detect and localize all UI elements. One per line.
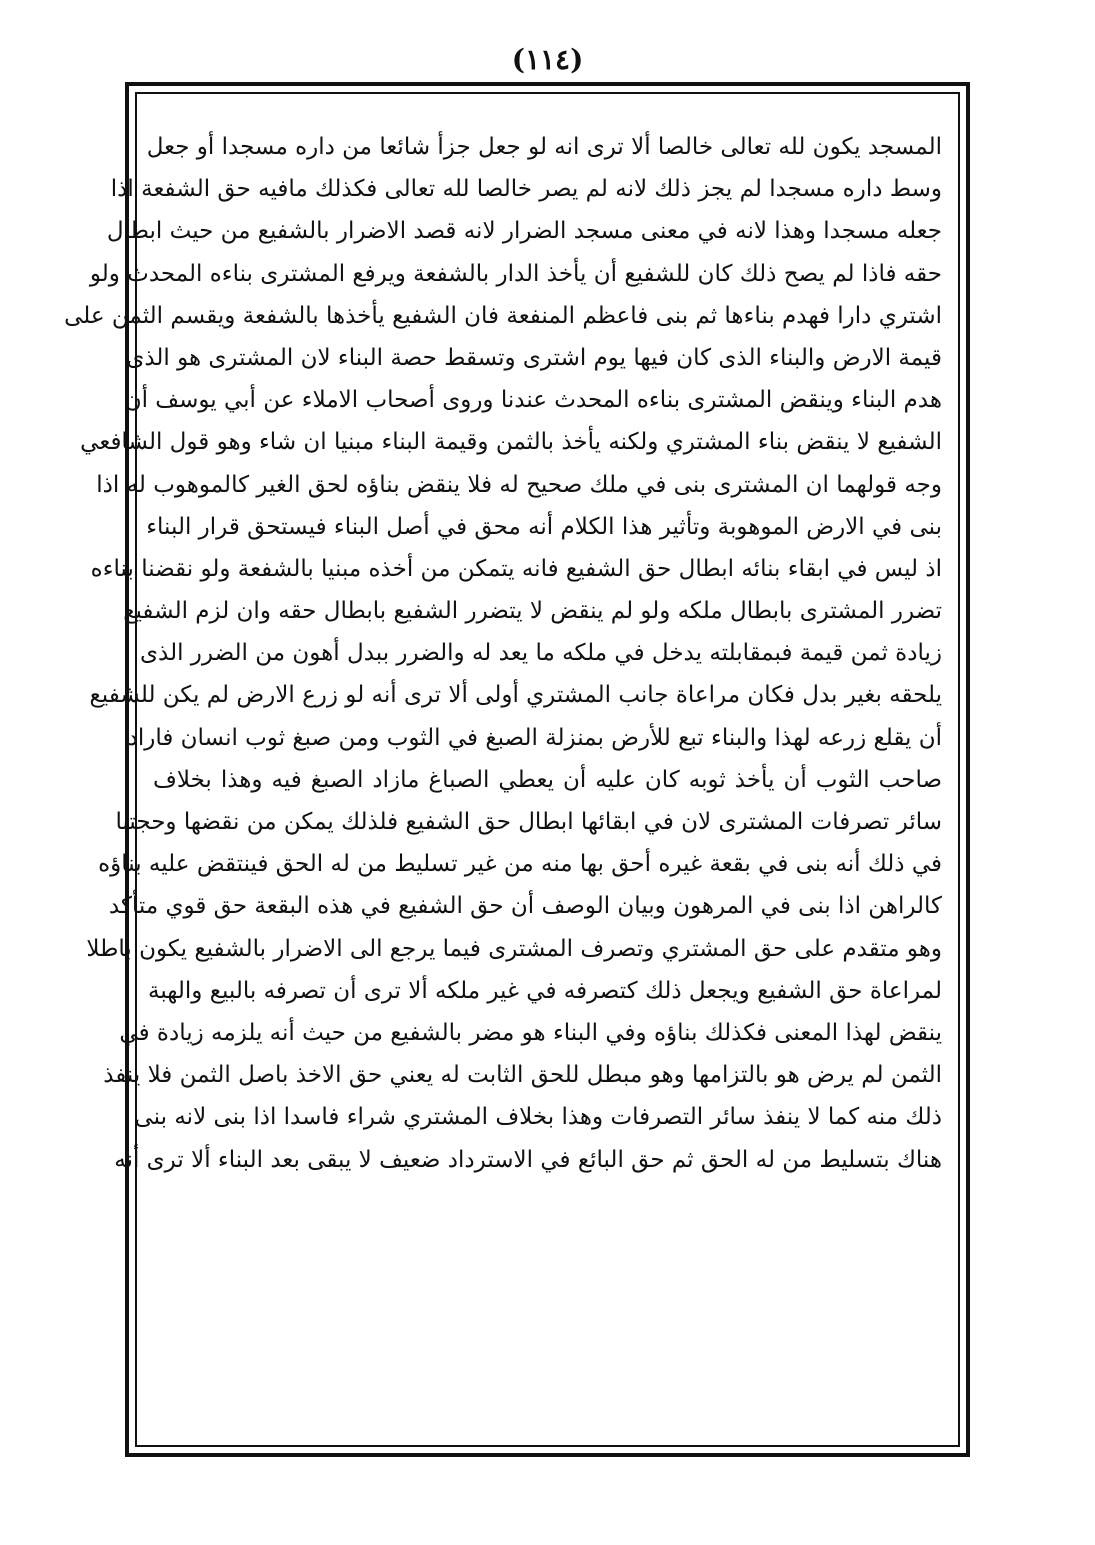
- text-line: لمراعاة حق الشفيع ويجعل ذلك كتصرفه في غير ملكه ألا ترى أن تصرفه بالبيع والهبة: [148, 977, 942, 1004]
- text-line: زيادة ثمن قيمة فبمقابلته يدخل في ملكه ما يعد له والضرر ببدل أهون من الضرر الذى: [140, 640, 942, 667]
- text-line: يلحقه بغير بدل فكان مراعاة جانب المشتري أولى ألا ترى أنه لو زرع الارض لم يكن للشفيع: [89, 682, 942, 709]
- text-line: أن يقلع زرعه لهذا والبناء تبع للأرض بمنزلة الصبغ في الثوب ومن صبغ ثوب انسان فاراد: [127, 724, 942, 751]
- text-line: سائر تصرفات المشترى لان في ابقائها ابطال حق الشفيع فلذلك يمكن من نقضها وحجتنا: [115, 809, 942, 835]
- page-frame-inner: [64, 92, 960, 1447]
- page-number: (١١٤): [511, 43, 584, 76]
- text-line: صاحب الثوب أن يأخذ ثوبه كان عليه أن يعطي الصباغ مازاد الصبغ فيه وهذا بخلاف: [153, 766, 942, 793]
- text-line: اشتري دارا فهدم بناءها ثم بنى فاعظم المنفعة فان الشفيع يأخذها بالشفعة ويقسم الثمن على: [64, 302, 942, 329]
- text-line: وسط داره مسجدا لم يجز ذلك لانه لم يصر خالصا لله تعالى فكذلك مافيه حق الشفعة اذا: [110, 176, 942, 203]
- text-line: ذلك منه كما لا ينفذ سائر التصرفات وهذا بخلاف المشتري شراء فاسدا اذا بنى لانه بنى: [134, 1104, 942, 1131]
- text-line: وجه قولهما ان المشترى بنى في ملك صحيح له فلا ينقض بناؤه لحق الغير كالموهوب له اذا: [96, 471, 942, 498]
- page-frame: [64, 82, 970, 1457]
- text-line: تضرر المشترى بابطال ملكه ولو لم ينقض لا يتضرر الشفيع بابطال حقه وان لزم الشفيع: [123, 598, 942, 625]
- text-line: وهو متقدم على حق المشتري وتصرف المشترى فيما يرجع الى الاضرار بالشفيع يكون باطلا: [86, 935, 942, 962]
- text-line: حقه فاذا لم يصح ذلك كان للشفيع أن يأخذ الدار بالشفعة ويرفع المشترى بناءه المحدث ولو: [89, 260, 942, 287]
- text-line: جعله مسجدا وهذا لانه في معنى مسجد الضرار لانه قصد الاضرار بالشفيع من حيث ابطال: [106, 218, 942, 245]
- text-line: الثمن لم يرض هو بالتزامها وهو مبطل للحق الثابت له يعني حق الاخذ باصل الثمن فلا ينفذ: [103, 1062, 942, 1089]
- text-line: المسجد يكون لله تعالى خالصا ألا ترى انه لو جعل جزأ شائعا من داره مسجدا أو جعل: [146, 134, 942, 160]
- text-line: بنى في الارض الموهوبة وتأثير هذا الكلام أنه محق في أصل البناء فيستحق قرار البناء: [146, 513, 942, 540]
- text-line: هدم البناء وينقض المشترى بناءه المحدث عندنا وروى أصحاب الاملاء عن أبي يوسف أن: [124, 387, 942, 414]
- text-line: في ذلك أنه بنى في بقعة غيره أحق بها منه من غير تسليط من له الحق فينتقض عليه بناؤه: [98, 851, 942, 878]
- text-line: الشفيع لا ينقض بناء المشتري ولكنه يأخذ بالثمن وقيمة البناء مبنيا ان شاء وهو قول الشافعي: [80, 429, 942, 456]
- text-line: كالراهن اذا بنى في المرهون وبيان الوصف أن حق الشفيع في هذه البقعة حق قوي متأكد: [108, 893, 942, 920]
- text-line: هناك بتسليط من له الحق ثم حق البائع في الاسترداد ضعيف لا يبقى بعد البناء ألا ترى أنه: [114, 1146, 942, 1173]
- text-line: ينقض لهذا المعنى فكذلك بناؤه وفي البناء هو مضر بالشفيع من حيث أنه يلزمه زيادة في: [119, 1019, 942, 1046]
- body-text: [64, 126, 942, 1181]
- text-line: اذ ليس في ابقاء بنائه ابطال حق الشفيع فانه يتمكن من أخذه مبنيا بالشفعة ولو نقضنا بناءه: [90, 555, 942, 582]
- text-line: قيمة الارض والبناء الذى كان فيها يوم اشترى وتسقط حصة البناء لان المشترى هو الذى: [126, 344, 942, 371]
